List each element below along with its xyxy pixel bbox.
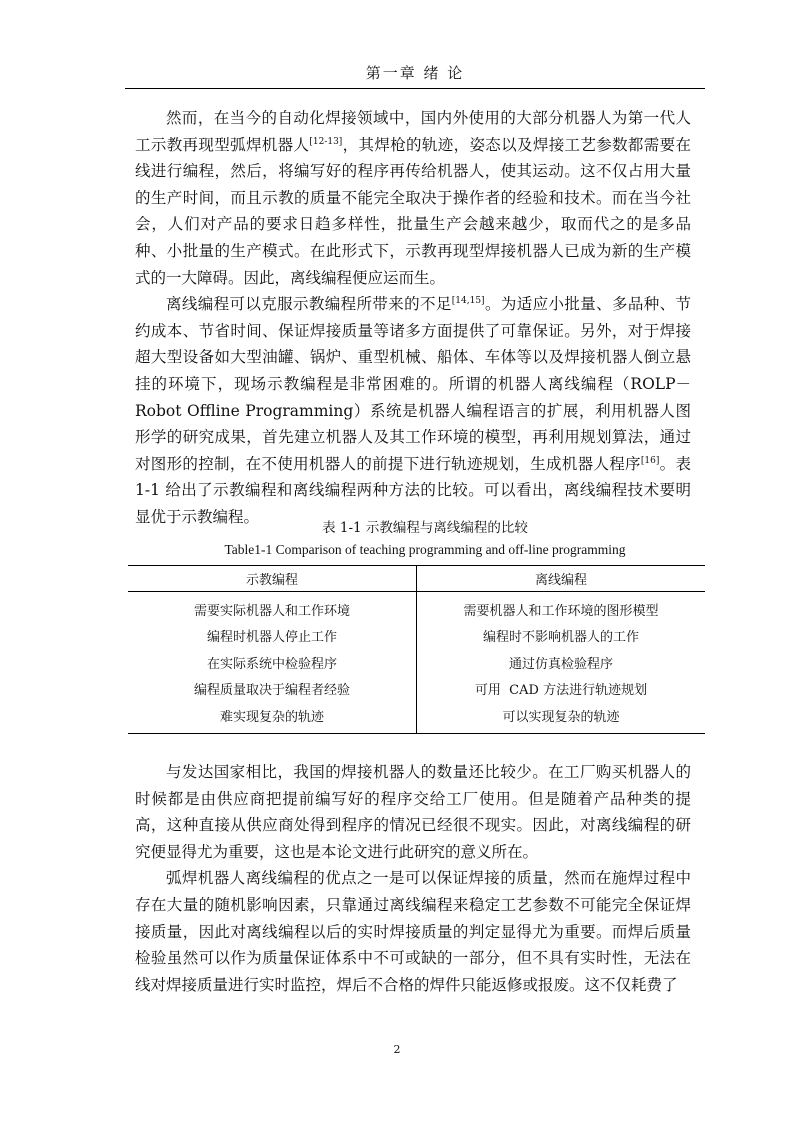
table-caption-cn: 表 1-1 示教编程与离线编程的比较 bbox=[322, 520, 528, 536]
table-cell: 需要机器人和工作环境的图形模型 bbox=[463, 603, 659, 619]
citation-16: [16] bbox=[640, 455, 660, 466]
table-cell: 可以实现复杂的轨迹 bbox=[502, 709, 620, 725]
table-cell: 难实现复杂的轨迹 bbox=[128, 702, 417, 733]
paragraph-1 bbox=[135, 105, 691, 291]
column-header-offline: 离线编程 bbox=[534, 573, 587, 588]
table-caption-en: Table1-1 Comparison of teaching programming and off-line programming bbox=[224, 542, 626, 557]
header-rule bbox=[125, 88, 705, 89]
paragraph-1-text-b: ，其焊枪的轨迹，姿态以及焊接工艺参数都需要在线进行编程，然后，将编写好的程序再传给机器人，使其运动。这不仅占用大量的生产时间，而且示教的质量不能完全取决于操作者的经验和技术。而在当今社会，人们对产品的要求日趋多样性，批量生产会越来越少，取而代之的是多品种、小批量的生产模式。在此形式下，示教再现型焊接机器人已成为新的生产模式的一大障碍。因此，离线编程便应运而生。 bbox=[135, 135, 691, 287]
comparison-table bbox=[128, 565, 705, 734]
paragraph-2 bbox=[135, 291, 691, 530]
table-cell: 编程时不影响机器人的工作 bbox=[482, 630, 639, 646]
table-header-row bbox=[128, 566, 705, 592]
table-cell: 需要实际机器人和工作环境 bbox=[128, 592, 417, 623]
paragraph-2-text-a: 离线编程可以克服示教编程所带来的不足 bbox=[166, 295, 452, 314]
table-row bbox=[128, 702, 705, 733]
paragraph-3: 与发达国家相比，我国的焊接机器人的数量还比较少。在工厂购买机器人的时候都是由供应商把提前编写好的程序交给工厂使用。但是随着产品种类的提高，这种直接从供应商处得到程序的情况已经很不现实。因此，对离线编程的研究便显得尤为重要，这也是本论文进行此研究的意义所在。 bbox=[135, 763, 691, 861]
table-row bbox=[128, 623, 705, 650]
running-header: 第一章 绪 论 bbox=[365, 64, 465, 82]
body-text-bottom bbox=[135, 759, 691, 998]
table-cell: 在实际系统中检验程序 bbox=[128, 649, 417, 676]
paragraph-2-text-c: 。表 1-1 给出了示教编程和离线编程两种方法的比较。可以看出，离线编程技术要明显优于示教编程。 bbox=[135, 454, 691, 526]
paragraph-4: 弧焊机器人离线编程的优点之一是可以保证焊接的质量，然而在施焊过程中存在大量的随机影响因素，只靠通过离线编程来稳定工艺参数不可能完全保证焊接质量，因此对离线编程以后的实时焊接质量的判定显得尤为重要。而焊后质量检验虽然可以作为质量保证体系中不可或缺的一部分，但不具有实时性，无法在线对焊接质量进行实时监控，焊后不合格的焊件只能返修或报废。这不仅耗费了 bbox=[135, 869, 691, 994]
paragraph-2-text-b: 。为适应小批量、多品种、节约成本、节省时间、保证焊接质量等诸多方面提供了可靠保证。另外，对于焊接超大型设备如大型油罐、锅炉、重型机械、船体、车体等以及焊接机器人倒立悬挂的环境下，现场示教编程是非常困难的。所谓的机器人离线编程（ROLP－Robot Offline Programming）系统是机器人编程语言的扩展，利用机器人图形学的研究成果，首先建立机器人及其工作环境的模型，再利用规划算法，通过对图形的控制，在不使用机器人的前提下进行轨迹规划，生成机器人程序 bbox=[135, 295, 691, 473]
table-row bbox=[128, 592, 705, 623]
table-row bbox=[128, 676, 705, 703]
table-cell: 可用 CAD 方法进行轨迹规划 bbox=[474, 683, 648, 699]
table-cell: 编程时机器人停止工作 bbox=[128, 623, 417, 650]
column-header-teaching: 示教编程 bbox=[128, 566, 417, 592]
paragraph-1-text-a: 然而，在当今的自动化焊接领域中，国内外使用的大部分机器人为第一代人工示教再现型弧焊机器人 bbox=[135, 109, 691, 154]
table-cell: 通过仿真检验程序 bbox=[508, 656, 613, 672]
citation-12-13: [12-13] bbox=[309, 136, 343, 147]
body-text-top bbox=[135, 105, 691, 531]
page-number: 2 bbox=[393, 1043, 401, 1056]
citation-14-15: [14,15] bbox=[451, 296, 485, 307]
table-cell: 编程质量取决于编程者经验 bbox=[128, 676, 417, 703]
table-row bbox=[128, 649, 705, 676]
